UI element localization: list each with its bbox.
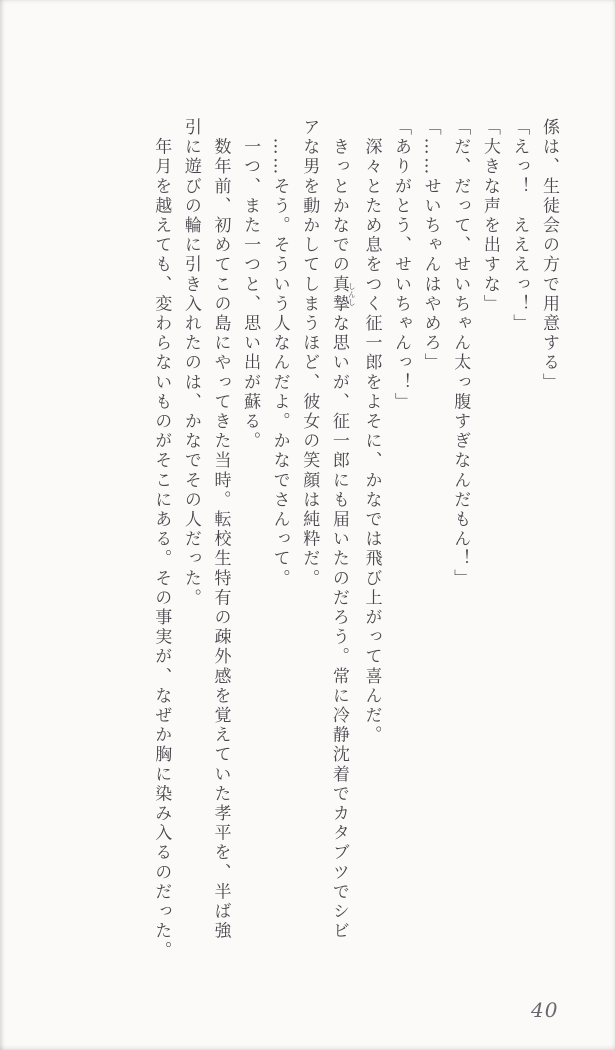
text-line: 「えっ！ えええっ！」 (509, 118, 530, 334)
page-text (146, 118, 563, 964)
text-line: 深々とため息をつく征一郎をよそに、かなでは飛び上がって喜んだ。 (361, 118, 382, 746)
text-line: 引に遊びの輪に引き入れたのは、かなでその人だった。 (180, 118, 201, 608)
text-line: 一つ、また一つと、思い出が蘇る。 (240, 118, 261, 452)
text-line: 年月を越えても、変わらないものがそこにある。その事実が、なぜか胸に染み入るのだった。 (151, 118, 172, 961)
text-line: 「ありがとう、せいちゃんっ！」 (391, 118, 412, 412)
page-number: 40 (531, 998, 559, 1022)
text-line: アな男を動かしてしまうほど、彼女の笑顔は純粋だ。 (299, 118, 320, 589)
text-line: 係は、生徒会の方で用意する」 (539, 118, 559, 393)
text-line: 数年前、初めてこの島にやってきた当時。転校生特有の疎外感を覚えていた孝平を、半ば強 (210, 118, 231, 942)
text-line: きっとかなでの真摯しんしな思いが、征一郎にも届いたのだろう。常に冷静沈着でカタブツでシビ (328, 118, 357, 942)
text-line: ……そう。そういう人なんだよ。かなでさんって。 (269, 118, 290, 589)
text-line: 「だ、だって、せいちゃん太っ腹すぎなんだもん！」 (450, 118, 471, 589)
text-line: 「……せいちゃんはやめろ」 (420, 118, 441, 373)
text-line: 「大きな声を出すな」 (479, 118, 500, 314)
